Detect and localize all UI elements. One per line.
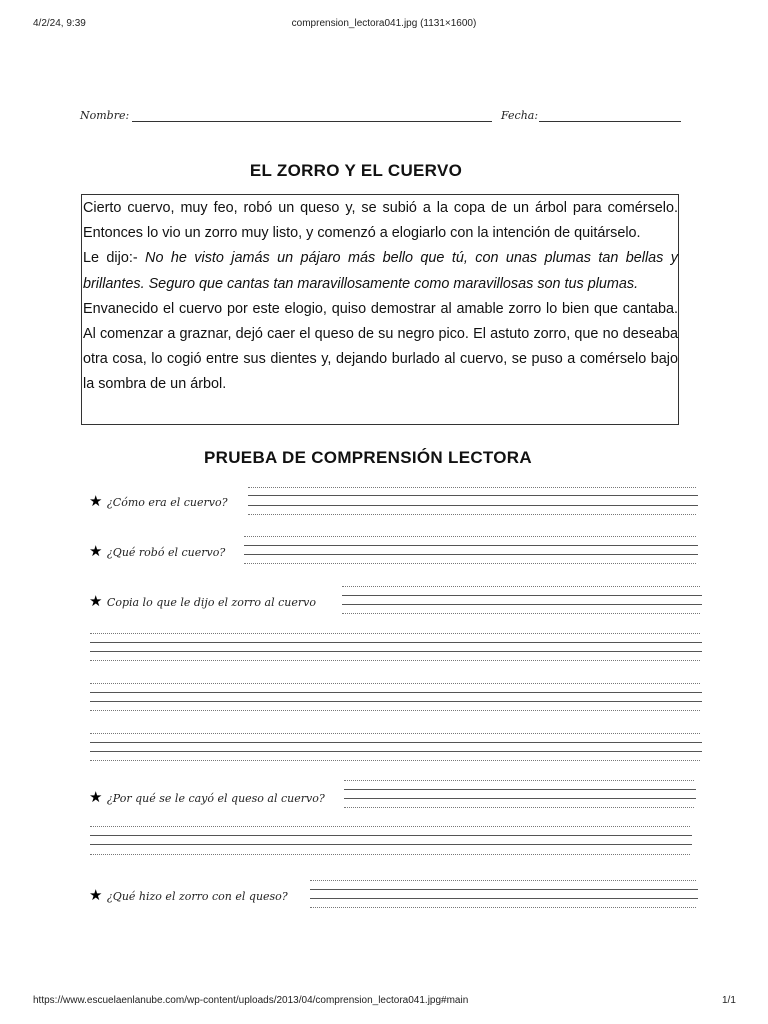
question-3-text: Copia lo que le dijo el zorro al cuervo	[106, 596, 316, 609]
story-title: EL ZORRO Y EL CUERVO	[249, 161, 463, 180]
question-2-text: ¿Qué robó el cuervo?	[106, 546, 226, 559]
star-icon: ★	[89, 593, 103, 610]
question-3	[89, 593, 316, 611]
print-datetime: 4/2/24, 9:39	[33, 18, 86, 29]
star-icon: ★	[89, 887, 103, 904]
star-icon: ★	[89, 789, 103, 806]
question-4-text: ¿Por qué se le cayó el queso al cuervo?	[106, 792, 325, 805]
question-2	[89, 543, 225, 561]
star-icon: ★	[89, 493, 103, 510]
print-page-count: 1/1	[722, 995, 736, 1006]
print-url: https://www.escuelaenlanube.com/wp-content/uploads/2013/04/comprension_lectora041.jpg#main	[33, 995, 469, 1006]
quiz-title: PRUEBA DE COMPRENSIÓN LECTORA	[204, 448, 532, 467]
name-line[interactable]	[132, 121, 492, 122]
date-line[interactable]	[539, 121, 681, 122]
story-dialogue-quote: No he visto jamás un pájaro más bello que tú, con unas plumas tan bellas y brillantes. Seguro que cantas tan maravillosamente como maravillosas son tus plumas.	[83, 250, 678, 292]
star-icon: ★	[89, 543, 103, 560]
story-box	[81, 194, 679, 425]
date-label: Fecha:	[501, 109, 539, 122]
question-1	[89, 493, 228, 511]
story-dialogue-lead: Le dijo:-	[83, 250, 146, 267]
story-paragraph-2	[83, 246, 678, 296]
question-5	[89, 887, 288, 905]
print-page-title: comprension_lectora041.jpg (1131×1600)	[291, 18, 477, 29]
story-paragraph-3: Envanecido el cuervo por este elogio, quiso demostrar al amable zorro lo bien que cantaba. Al comenzar a graznar, dejó caer el queso de su negro pico. El astuto zorro, que no deseaba otra cosa, lo cogió entre sus dientes y, dejando burlado al cuervo, se puso a comérselo bajo la sombra de un árbol.	[83, 300, 678, 393]
question-1-text: ¿Cómo era el cuervo?	[106, 496, 228, 509]
question-5-text: ¿Qué hizo el zorro con el queso?	[106, 890, 288, 903]
question-4	[89, 789, 325, 807]
story-paragraph-1: Cierto cuervo, muy feo, robó un queso y, se subió a la copa de un árbol para comérselo. Entonces lo vio un zorro muy listo, y comenzó a elogiarlo con la intención de quitárselo.	[83, 200, 678, 242]
name-label: Nombre:	[80, 109, 130, 122]
